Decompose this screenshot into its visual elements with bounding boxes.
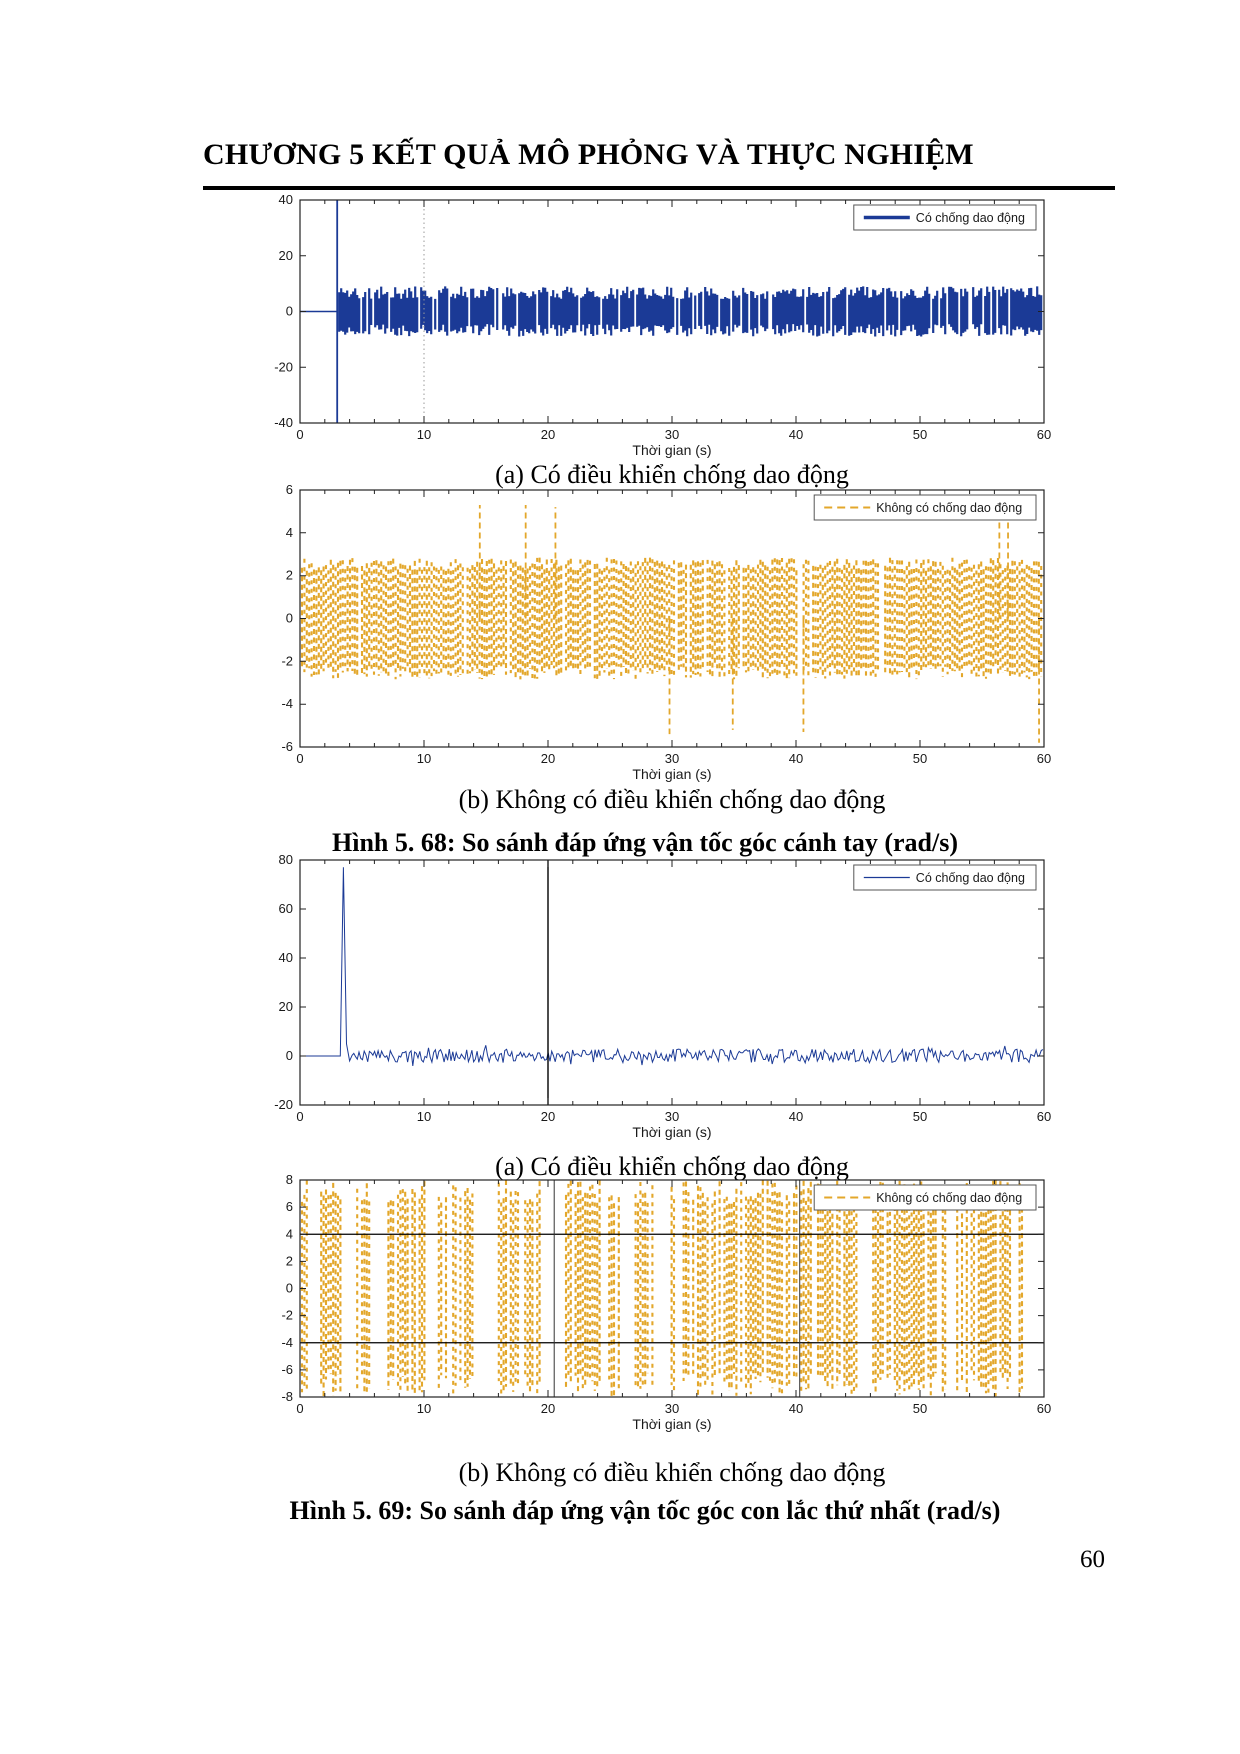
axis-label: 0 [285, 303, 293, 319]
axis-label: 50 [912, 427, 928, 442]
axis-label: 30 [664, 1401, 680, 1416]
axis-label: -6 [281, 739, 293, 754]
axis-label: -2 [281, 1307, 293, 1323]
axis-label: 20 [278, 999, 293, 1014]
axis-label: 20 [540, 427, 556, 442]
axis-label: 8 [285, 1172, 293, 1187]
axis-label: 40 [278, 192, 293, 207]
axis-label: 60 [1036, 751, 1052, 766]
signal-line [300, 867, 1043, 1066]
axis-label: 60 [278, 901, 293, 916]
axis-label: -4 [281, 1334, 293, 1350]
axes-box [300, 860, 1044, 1105]
heading-rule [203, 186, 1115, 190]
axis-label: 50 [912, 1401, 928, 1416]
legend [854, 865, 1036, 890]
axis-label: 40 [788, 427, 804, 442]
caption-fig68a: (a) Có điều khiển chống dao động [495, 460, 849, 489]
chapter-heading: CHƯƠNG 5 KẾT QUẢ MÔ PHỎNG VÀ THỰC NGHIỆM [203, 138, 974, 171]
axis-label: 80 [278, 852, 293, 867]
figure-title-5-68: Hình 5. 68: So sánh đáp ứng vận tốc góc cánh tay (rad/s) [332, 828, 958, 857]
axis-label: 60 [1036, 1401, 1052, 1416]
axis-label: 6 [285, 482, 293, 497]
figure-title-5-69: Hình 5. 69: So sánh đáp ứng vận tốc góc con lắc thứ nhất (rad/s) [289, 1496, 1001, 1525]
axis-label: Thời gian (s) [632, 442, 712, 458]
axis-label: 40 [788, 1109, 804, 1124]
axis-label: 0 [285, 610, 293, 626]
axis-ticks [300, 860, 1044, 1105]
chart-angular-velocity-pendulum1-with-control [230, 852, 1060, 1152]
legend-label: Có chống dao động [915, 211, 1025, 225]
axis-label: 0 [296, 1401, 304, 1416]
caption-fig69a: (a) Có điều khiển chống dao động [495, 1152, 849, 1181]
axis-label: 0 [296, 751, 304, 766]
plot-fig69b-without-control [230, 1172, 1060, 1457]
plot-fig69a-with-control [230, 852, 1060, 1152]
axis-ticks [300, 490, 1044, 747]
chart-angular-velocity-arm-without-control [230, 482, 1060, 782]
plot-fig68b-without-control [230, 482, 1060, 782]
legend-label: Có chống dao động [915, 871, 1025, 885]
axis-label: 2 [285, 1253, 293, 1269]
axis-label: 60 [1036, 1109, 1052, 1124]
axis-label: 20 [540, 751, 556, 766]
axis-label: 40 [788, 1401, 804, 1416]
caption-fig69b: (b) Không có điều khiển chống dao động [458, 1458, 886, 1487]
axis-label: 10 [416, 751, 432, 766]
axis-label: 50 [912, 751, 928, 766]
axis-label: -6 [281, 1361, 293, 1377]
signal-band [321, 1180, 1022, 1397]
axis-label: 30 [664, 751, 680, 766]
axis-label: Thời gian (s) [632, 1124, 712, 1140]
axis-label: 10 [416, 1401, 432, 1416]
axis-label: 10 [416, 427, 432, 442]
axis-label: 20 [278, 247, 293, 263]
axis-label: 20 [540, 1401, 556, 1416]
axis-label: 0 [285, 1048, 293, 1063]
axis-label: 60 [1036, 427, 1052, 442]
axis-label: -8 [281, 1389, 293, 1404]
axis-label: Thời gian (s) [632, 1416, 712, 1432]
caption-fig68b: (b) Không có điều khiển chống dao động [458, 785, 886, 814]
axis-label: 50 [912, 1109, 928, 1124]
axis-label: 0 [296, 1109, 304, 1124]
legend-label: Không có chống dao động [876, 1191, 1023, 1205]
chart-angular-velocity-pendulum1-without-control [230, 1172, 1060, 1457]
axis-label: 4 [285, 524, 293, 540]
axis-label: 2 [285, 567, 293, 583]
axis-label: -40 [274, 415, 293, 430]
signal-band [339, 286, 1041, 336]
legend [814, 495, 1036, 520]
axis-label: -20 [274, 1097, 293, 1112]
axis-label: 0 [296, 427, 304, 442]
axis-label: -4 [281, 696, 293, 712]
axis-label: 30 [664, 427, 680, 442]
page-number: 60 [1080, 1546, 1105, 1573]
chart-angular-velocity-arm-with-control [230, 192, 1060, 464]
axes-box [300, 490, 1044, 747]
axis-label: 40 [278, 950, 293, 965]
axis-label: 6 [285, 1199, 293, 1215]
legend [854, 205, 1036, 230]
axis-label: 4 [285, 1226, 293, 1242]
axis-label: 10 [416, 1109, 432, 1124]
axis-label: 0 [285, 1280, 293, 1296]
legend [814, 1185, 1036, 1210]
axis-label: Thời gian (s) [632, 766, 712, 782]
axis-label: -20 [274, 359, 293, 375]
axis-label: 40 [788, 751, 804, 766]
legend-label: Không có chống dao động [876, 501, 1023, 515]
axis-label: 30 [664, 1109, 680, 1124]
axis-label: 20 [540, 1109, 556, 1124]
axis-label: -2 [281, 653, 293, 669]
plot-fig68a-with-control [230, 192, 1060, 464]
